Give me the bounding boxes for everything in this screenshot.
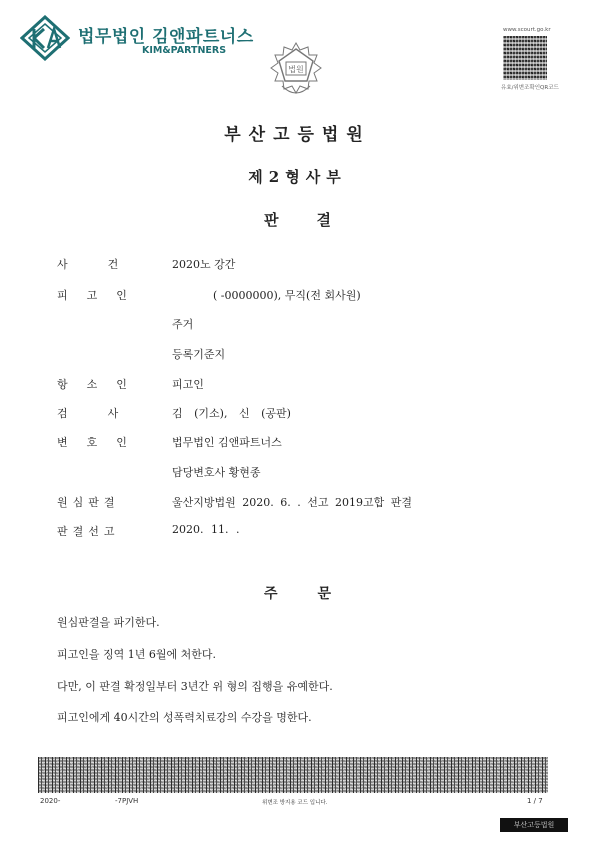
label-text: 변호인 <box>57 436 146 449</box>
order-line: 피고인에게 40시간의 성폭력치료강의 수강을 명한다. <box>57 711 312 724</box>
label-counsel <box>57 434 146 450</box>
label-original-judgment <box>57 494 121 510</box>
court-seal-icon <box>264 40 328 104</box>
sentencing-date-value: 2020. 11. . <box>172 523 240 536</box>
label-case <box>57 256 159 272</box>
order-title: 주문 <box>263 586 372 602</box>
order-line: 다만, 이 판결 확정일부터 3년간 위 형의 집행을 유예한다. <box>57 680 333 693</box>
qr-code-icon <box>503 36 547 80</box>
defendant-registration: 등록기준지 <box>172 348 226 361</box>
prosecutor-value: 김 (기소), 신 (공판) <box>172 407 291 420</box>
page-number: 1 / 7 <box>527 797 543 805</box>
law-firm-logo-icon <box>20 15 70 61</box>
label-appellant <box>57 376 146 392</box>
label-sentencing-date <box>57 523 121 539</box>
defendant-info: ( -0000000), 무직(전 회사원) <box>213 289 361 302</box>
footer-doc-code: -7PJVH <box>115 797 139 805</box>
defendant-address: 주거 <box>172 318 194 331</box>
footer-code-left: 2020- <box>40 797 61 805</box>
law-firm-name-korean: 법무법인 김앤파트너스 <box>78 27 254 47</box>
label-text: 판결선고 <box>57 525 120 538</box>
counsel-firm: 법무법인 김앤파트너스 <box>172 436 282 449</box>
seal-text: 법원 <box>288 65 304 74</box>
verification-url: www.scourt.go.kr <box>503 27 551 33</box>
footer-notice: 위변조 방지용 코드 입니다. <box>262 800 328 806</box>
order-line: 원심판결을 파기한다. <box>57 616 160 629</box>
division-name: 제2형사부 <box>248 168 347 186</box>
label-text: 원심판결 <box>57 496 120 509</box>
label-text: 검사 <box>57 407 159 420</box>
document-title: 판결 <box>264 211 369 229</box>
qr-caption: 유효/위변조확인QR코드 <box>501 85 559 91</box>
label-text: 항소인 <box>57 378 146 391</box>
label-defendant <box>57 287 146 303</box>
order-line: 피고인을 징역 1년 6월에 처한다. <box>57 648 216 661</box>
label-text: 사건 <box>57 258 159 271</box>
counsel-attorney: 담당변호사 황현종 <box>172 466 261 479</box>
law-firm-name-english: KIM&PARTNERS <box>142 45 227 56</box>
anti-forgery-barcode <box>38 757 548 793</box>
original-judgment-value: 울산지방법원 2020. 6. . 선고 2019고합 판결 <box>172 496 412 509</box>
court-name: 부산고등법원 <box>224 125 371 145</box>
appellant-value: 피고인 <box>172 378 204 391</box>
footer-court-stamp: 부산고등법원 <box>500 818 568 832</box>
label-prosecutor <box>57 405 159 421</box>
label-text: 피고인 <box>57 289 146 302</box>
case-number: 2020노 강간 <box>172 258 236 271</box>
